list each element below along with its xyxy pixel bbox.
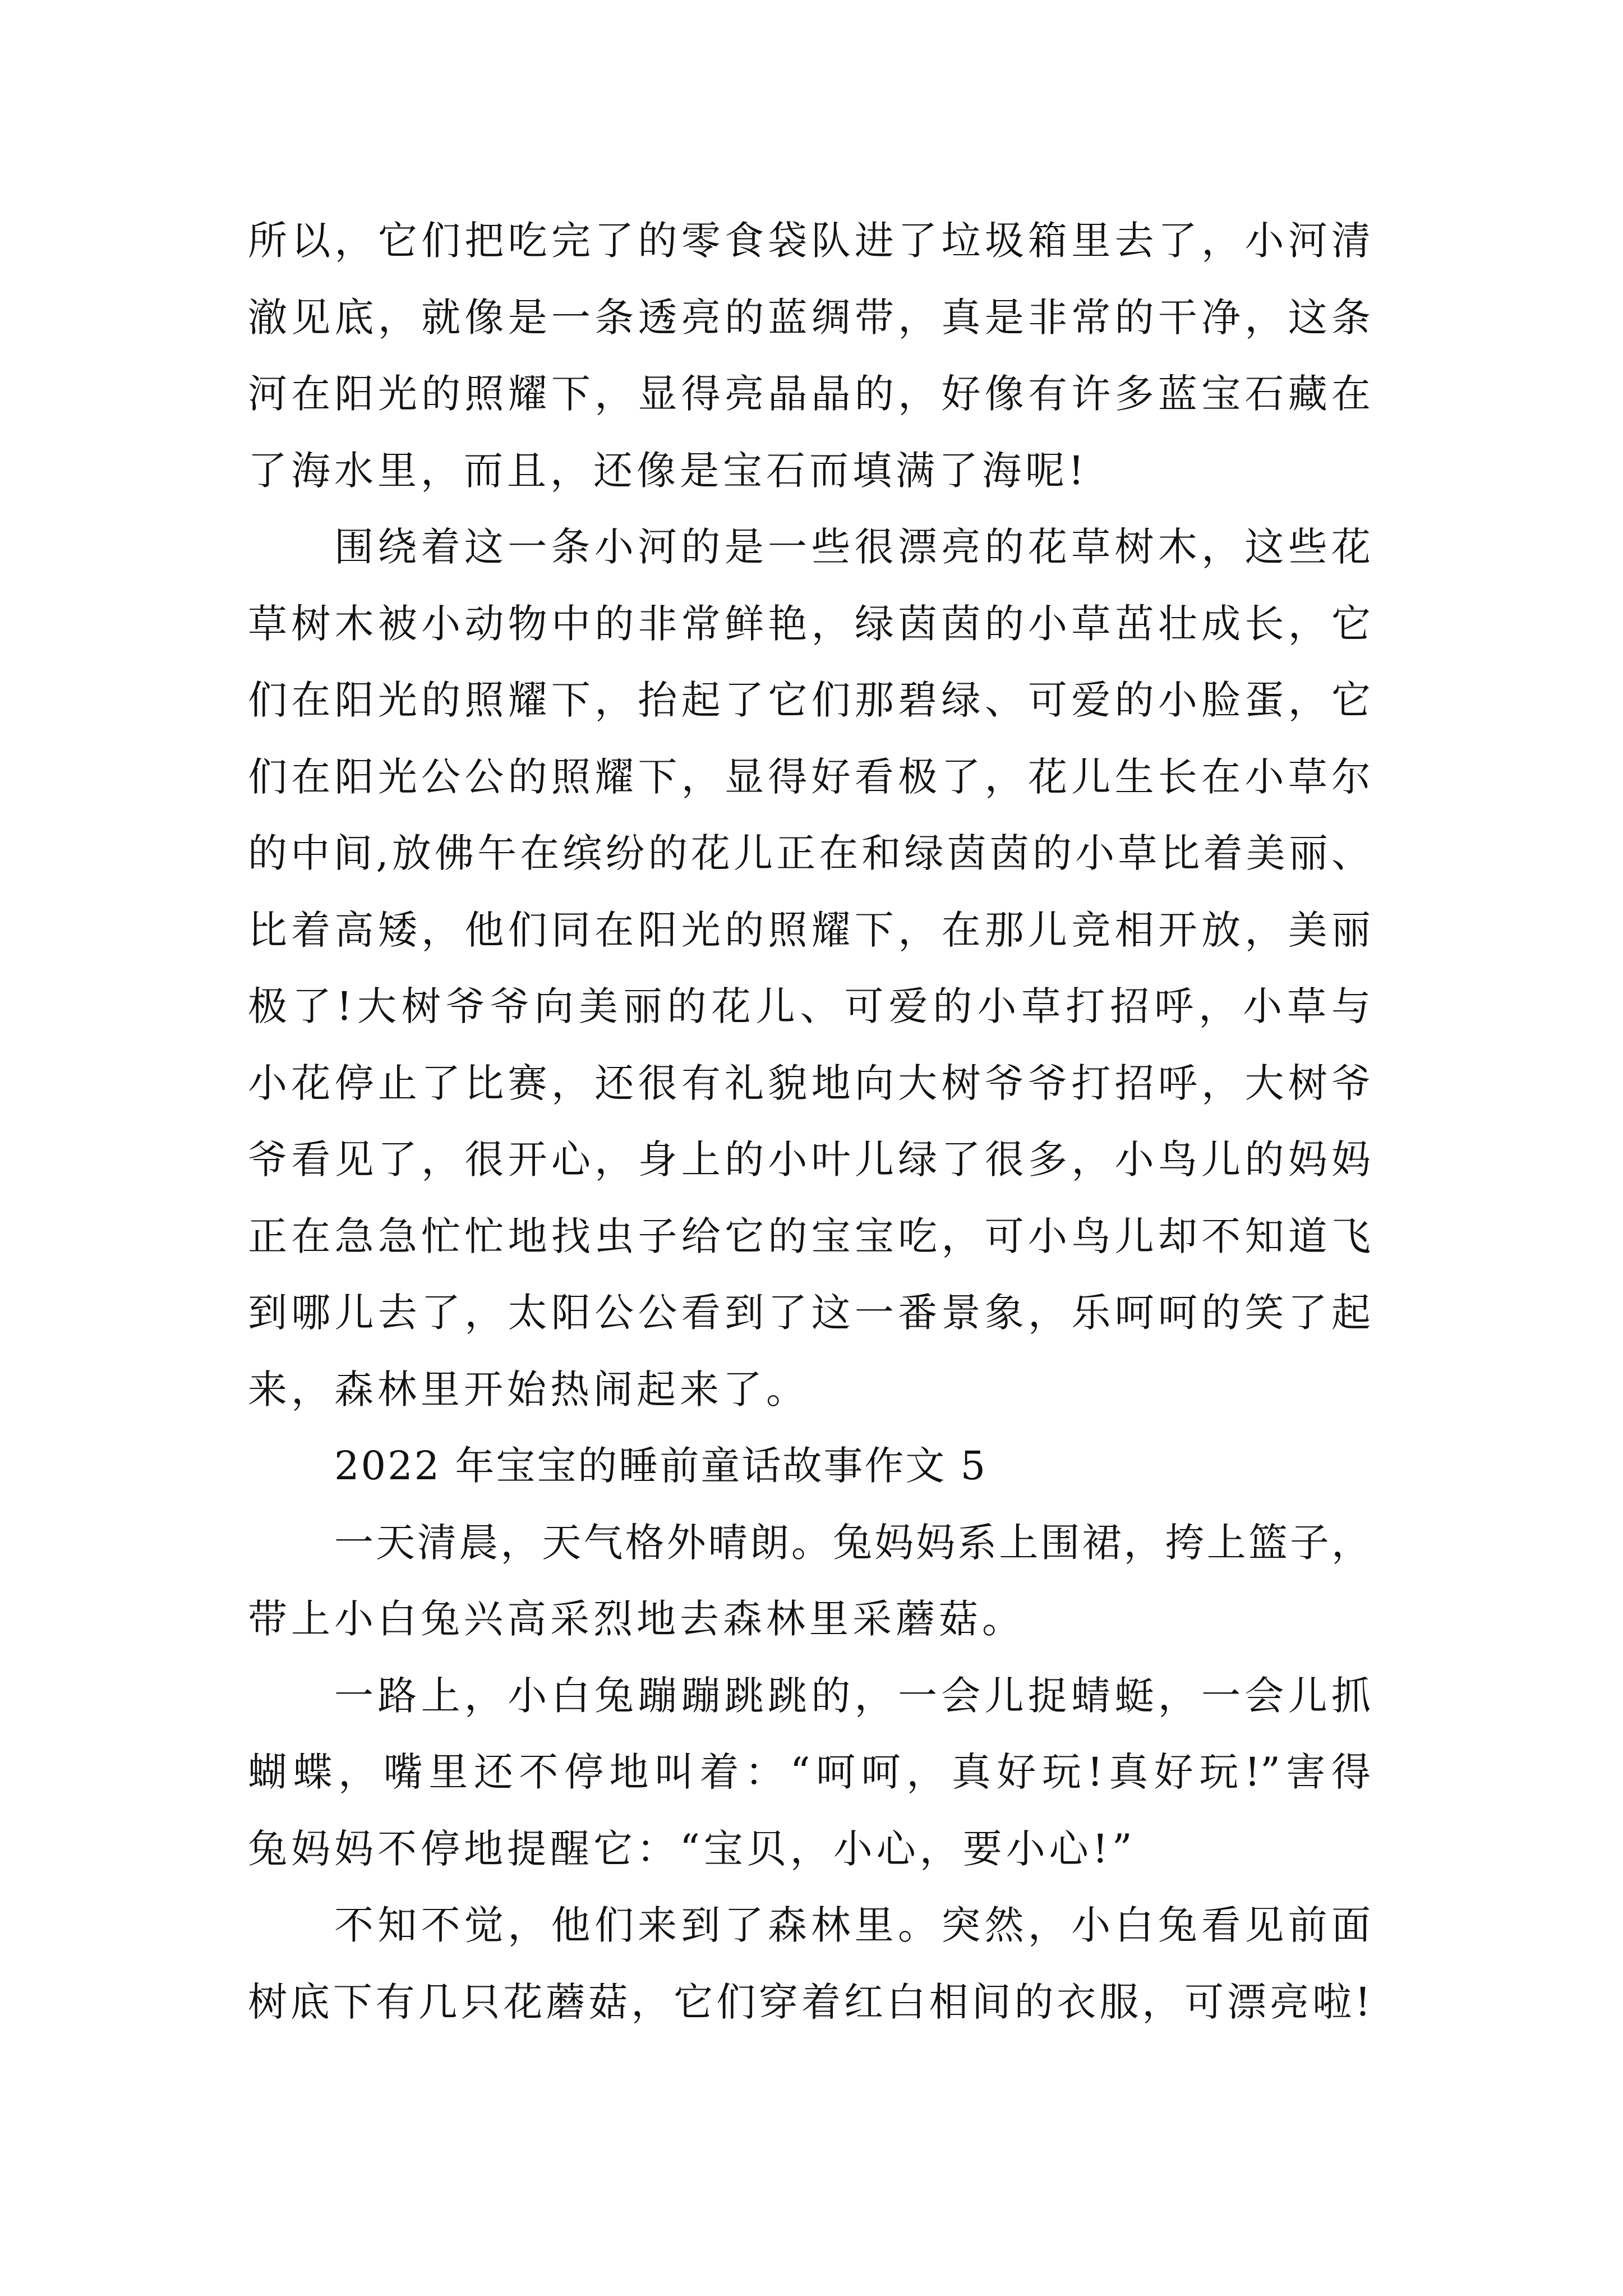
text-line: 河在阳光的照耀下，显得亮晶晶的，好像有许多蓝宝石藏在: [248, 371, 1371, 417]
text-line: 了海水里，而且，还像是宝石而填满了海呢!: [248, 447, 1089, 494]
text-line: 们在阳光的照耀下，抬起了它们那碧绿、可爱的小脸蛋，它: [248, 677, 1371, 723]
text-line: 一路上，小白兔蹦蹦跳跳的，一会儿捉蜻蜓，一会儿抓: [334, 1672, 1371, 1719]
text-line: 极了!大树爷爷向美丽的花儿、可爱的小草打招呼，小草与: [248, 983, 1371, 1029]
paragraph: [248, 509, 1371, 1428]
text-line: 一天清晨，天气格外晴朗。兔妈妈系上围裙，挎上篮子，: [334, 1519, 1371, 1566]
paragraph: [248, 203, 1371, 509]
text-line: 不知不觉，他们来到了森林里。突然，小白兔看见前面: [334, 1902, 1371, 1948]
text-line: 正在急急忙忙地找虫子给它的宝宝吃，可小鸟儿却不知道飞: [248, 1213, 1371, 1259]
text-line: 草树木被小动物中的非常鲜艳，绿茵茵的小草茁壮成长，它: [248, 600, 1371, 647]
text-line: 们在阳光公公的照耀下，显得好看极了，花儿生长在小草尔: [248, 753, 1371, 800]
text-line: 围绕着这一条小河的是一些很漂亮的花草树木，这些花: [334, 524, 1371, 570]
paragraph: [248, 1887, 1371, 2040]
text-line: 蝴蝶，嘴里还不停地叫着：“呵呵，真好玩!真好玩!”害得: [248, 1749, 1371, 1795]
text-line: 所以，它们把吃完了的零食袋队进了垃圾箱里去了，小河清: [248, 218, 1371, 264]
text-line: 澈见底，就像是一条透亮的蓝绸带，真是非常的干净，这条: [248, 294, 1371, 341]
paragraph: [248, 1504, 1371, 1658]
document-body: [248, 203, 1371, 2040]
text-line: 兔妈妈不停地提醒它：“宝贝，小心，要小心!”: [248, 1825, 1136, 1872]
section-heading: [248, 1428, 1371, 1504]
text-line: 来，森林里开始热闹起来了。: [248, 1366, 809, 1412]
heading-line: 2022 年宝宝的睡前童话故事作文 5: [334, 1443, 988, 1489]
text-line: 爷看见了，很开心，身上的小叶儿绿了很多，小鸟儿的妈妈: [248, 1137, 1371, 1182]
text-line: 比着高矮，他们同在阳光的照耀下，在那儿竞相开放，美丽: [248, 907, 1371, 953]
paragraph: [248, 1658, 1371, 1888]
text-line: 树底下有几只花蘑菇，它们穿着红白相间的衣服，可漂亮啦!: [248, 1978, 1371, 2025]
text-line: 带上小白兔兴高采烈地去森林里采蘑菇。: [248, 1596, 1025, 1642]
text-line: 的中间,放佛午在缤纷的花儿正在和绿茵茵的小草比着美丽、: [248, 830, 1371, 876]
text-line: 到哪儿去了，太阳公公看到了这一番景象，乐呵呵的笑了起: [248, 1290, 1371, 1336]
text-line: 小花停止了比赛，还很有礼貌地向大树爷爷打招呼，大树爷: [248, 1060, 1371, 1106]
